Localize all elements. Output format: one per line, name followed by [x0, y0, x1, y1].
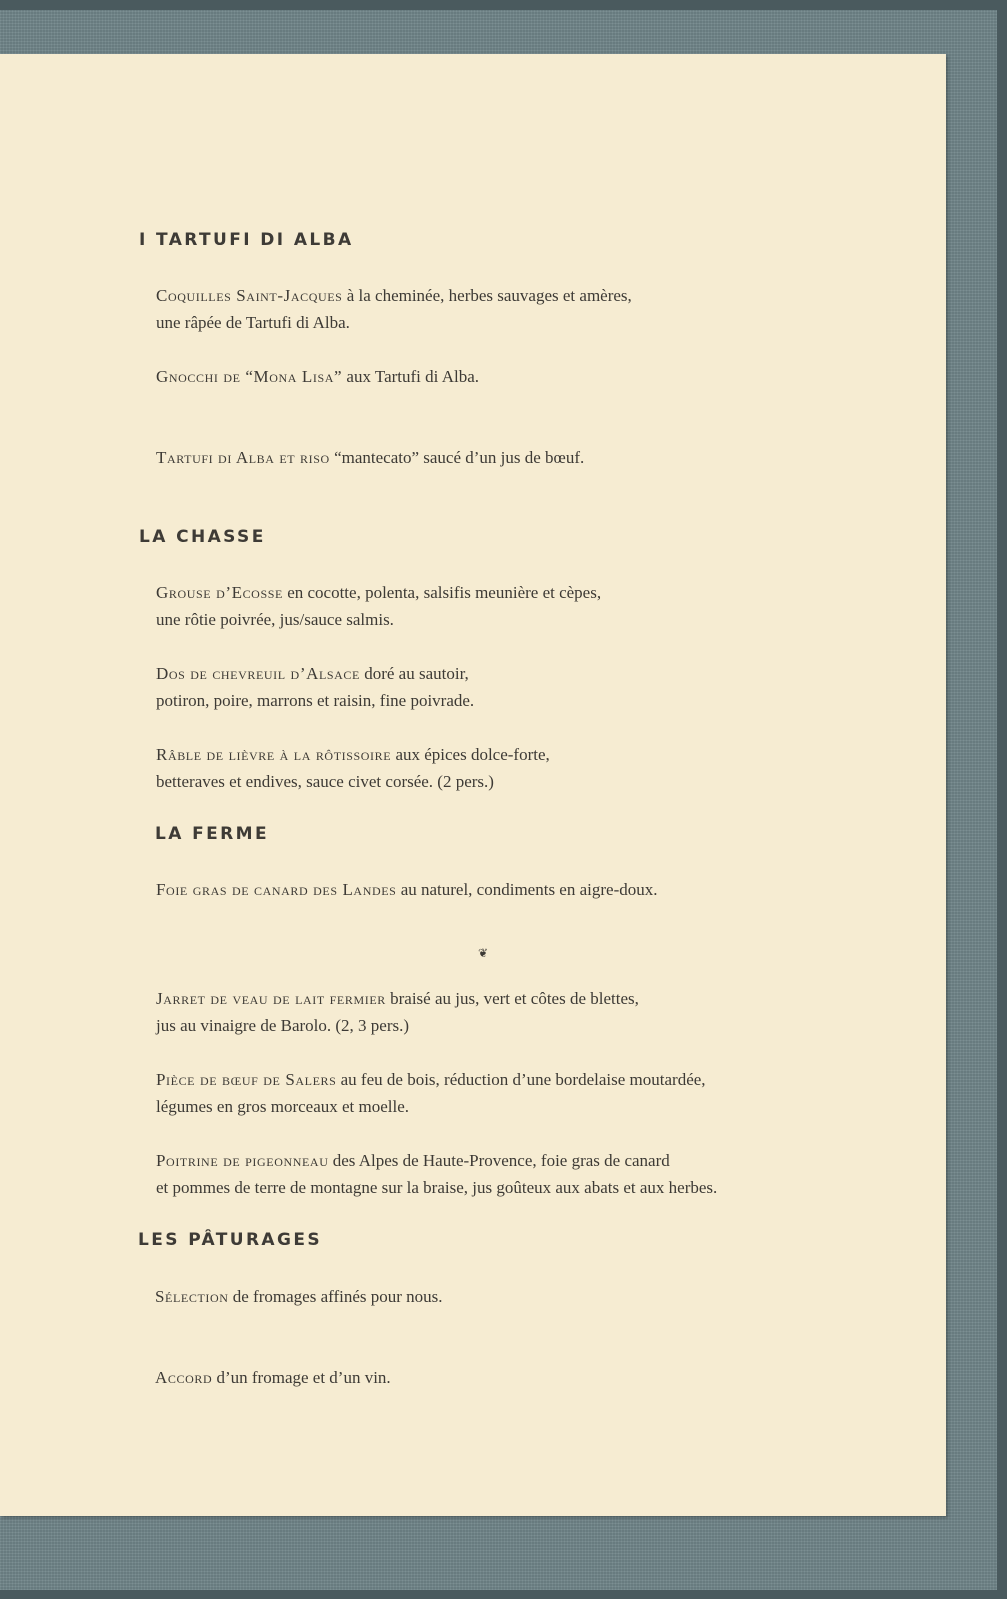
dish-name: Accord — [155, 1368, 213, 1387]
dish-desc: braisé au jus, vert et côtes de blettes, — [385, 989, 639, 1008]
dish-selection — [155, 1283, 443, 1310]
dish-gnocchi — [156, 363, 479, 390]
dish-desc-line2: légumes en gros morceaux et moelle. — [156, 1097, 410, 1116]
menu-page — [0, 54, 946, 1516]
dish-boeuf — [156, 1066, 706, 1120]
dish-name: Râble de lièvre à la rôtissoire — [156, 745, 392, 764]
dish-name: Sélection — [155, 1287, 229, 1306]
dish-name: Coquilles Saint-Jacques — [156, 286, 343, 305]
dish-name: Poitrine de pigeonneau — [156, 1151, 329, 1170]
dish-desc: d’un fromage et d’un vin. — [212, 1368, 391, 1387]
dish-pigeonneau — [156, 1147, 717, 1201]
dish-desc: au feu de bois, réduction d’une bordelaise moutardée, — [336, 1070, 706, 1089]
dish-name: Foie gras de canard des Landes — [156, 880, 397, 899]
dish-desc: “mantecato” saucé d’un jus de bœuf. — [329, 448, 585, 467]
section-title-ferme: LA FERME — [155, 824, 269, 844]
dish-desc-line2: une râpée de Tartufi di Alba. — [156, 313, 350, 332]
dish-desc-line2: betteraves et endives, sauce civet corsée. (2 pers.) — [156, 772, 494, 791]
dish-name: Tartufi di Alba et riso — [156, 448, 330, 467]
dish-desc-line2: et pommes de terre de montagne sur la braise, jus goûteux aux abats et aux herbes. — [156, 1178, 718, 1197]
dish-name: Jarret de veau de lait fermier — [156, 989, 386, 1008]
dish-riso — [156, 444, 584, 471]
dish-desc: au naturel, condiments en aigre-doux. — [396, 880, 658, 899]
section-title-paturages: LES PÂTURAGES — [138, 1230, 323, 1250]
dish-coquilles — [156, 282, 632, 336]
fleuron-divider-icon: ❦ — [478, 946, 489, 960]
dish-lievre — [156, 741, 550, 795]
dish-desc: de fromages affinés pour nous. — [228, 1287, 443, 1306]
dish-desc: aux Tartufi di Alba. — [342, 367, 479, 386]
dish-desc: en cocotte, polenta, salsifis meunière et cèpes, — [282, 583, 602, 602]
dish-name: Dos de chevreuil d’Alsace — [156, 664, 360, 683]
dish-name: Pièce de bœuf de Salers — [156, 1070, 337, 1089]
dish-name: Gnocchi de “Mona Lisa” — [156, 367, 343, 386]
dish-desc: à la cheminée, herbes sauvages et amères, — [342, 286, 632, 305]
dish-desc-line2: une rôtie poivrée, jus/sauce salmis. — [156, 610, 394, 629]
menu-content — [0, 54, 946, 1516]
dish-accord — [155, 1364, 391, 1391]
dish-desc: des Alpes de Haute-Provence, foie gras de canard — [328, 1151, 670, 1170]
dish-desc-line2: jus au vinaigre de Barolo. (2, 3 pers.) — [156, 1016, 410, 1035]
dish-desc-line2: potiron, poire, marrons et raisin, fine poivrade. — [156, 691, 475, 710]
dish-jarret — [156, 985, 639, 1039]
dish-chevreuil — [156, 660, 474, 714]
dish-desc: aux épices dolce-forte, — [391, 745, 550, 764]
dish-name: Grouse d’Ecosse — [156, 583, 283, 602]
section-title-chasse: LA CHASSE — [139, 527, 266, 547]
section-title-tartufi: I TARTUFI DI ALBA — [139, 230, 354, 250]
dish-desc: doré au sautoir, — [359, 664, 469, 683]
dish-grouse — [156, 579, 601, 633]
dish-foie-gras — [156, 876, 658, 903]
